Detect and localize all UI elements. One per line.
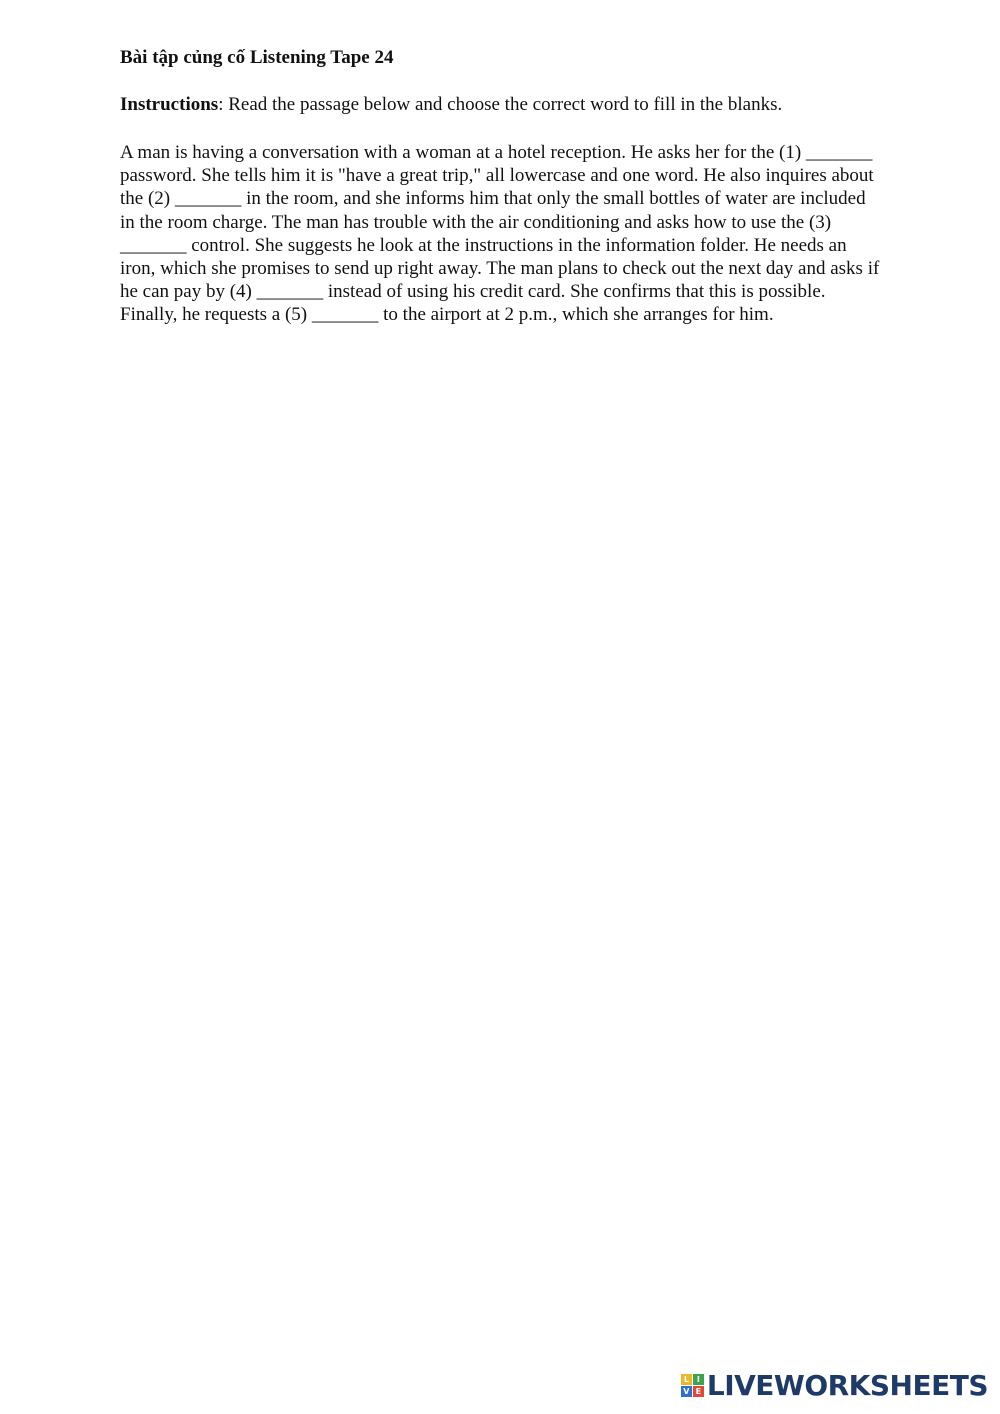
brand-name: LIVEWORKSHEETS	[706, 1368, 988, 1402]
passage-line: the (2) _______ in the room, and she informs him that only the small bottles of water are included	[120, 188, 866, 210]
logo-tile: V	[681, 1386, 692, 1397]
passage-line: he can pay by (4) _______ instead of using his credit card. She confirms that this is possible.	[120, 281, 826, 303]
instructions-text: : Read the passage below and choose the correct word to fill in the blanks.	[218, 94, 783, 115]
passage-line: in the room charge. The man has trouble with the air conditioning and asks how to use the (3)	[120, 211, 832, 233]
liveworksheets-logo-icon	[681, 1374, 704, 1397]
passage-line: iron, which she promises to send up right away. The man plans to check out the next day and asks if	[120, 258, 880, 280]
liveworksheets-brand	[681, 1370, 988, 1400]
passage	[120, 141, 935, 327]
logo-tile: L	[681, 1374, 692, 1385]
passage-line: _______ control. She suggests he look at the instructions in the information folder. He needs an	[120, 234, 847, 256]
instructions-label: Instructions	[120, 94, 219, 115]
passage-line: password. She tells him it is "have a great trip," all lowercase and one word. He also inquires about	[120, 165, 874, 187]
passage-line: Finally, he requests a (5) _______ to the airport at 2 p.m., which she arranges for him.	[120, 304, 774, 326]
instructions	[120, 94, 940, 116]
worksheet-title: Bài tập củng cố Listening Tape 24	[120, 47, 394, 68]
passage-line: A man is having a conversation with a woman at a hotel reception. He asks her for the (1) _______	[120, 142, 873, 163]
logo-tile: E	[693, 1386, 704, 1397]
logo-tile: I	[693, 1374, 704, 1385]
